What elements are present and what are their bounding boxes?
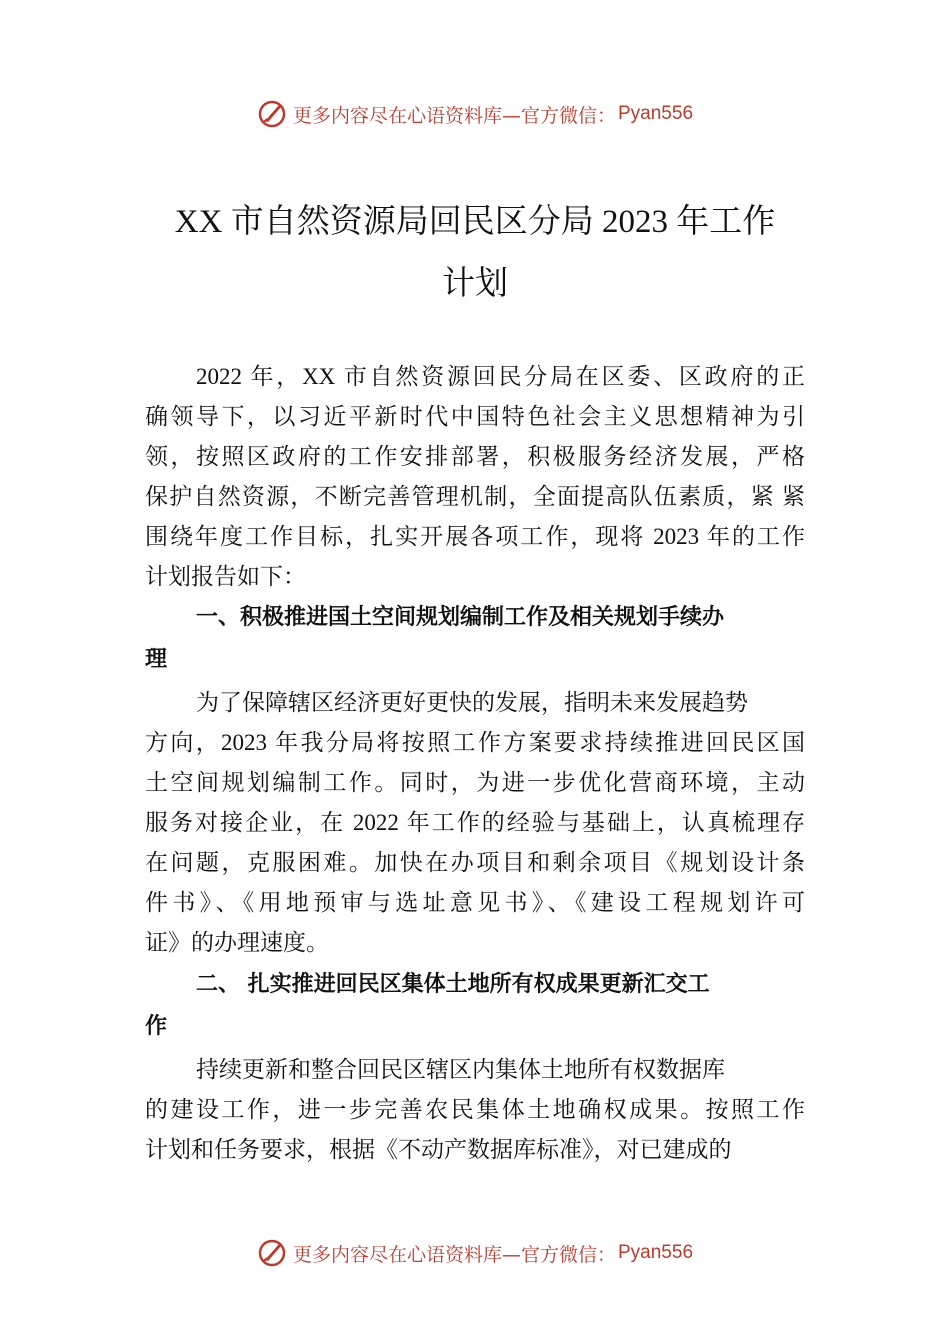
section-1-line: 土空间规划编制工作。同时，为进一步优化营商环境，主动 xyxy=(145,770,805,795)
document-title-line-2: 计划 xyxy=(442,266,508,302)
section-1-line: 证》的办理速度。 xyxy=(145,930,329,955)
section-2-line: 持续更新和整合回民区辖区内集体土地所有权数据库 xyxy=(196,1057,725,1082)
section-1-line: 服务对接企业，在 2022 年工作的经验与基础上，认真梳理存 xyxy=(145,810,805,835)
intro-line: 确领导下，以习近平新时代中国特色社会主义思想精神为引 xyxy=(145,404,805,429)
header-watermark xyxy=(0,94,950,134)
watermark-text: 更多内容尽在心语资料库—官方微信： xyxy=(292,104,616,127)
section-1-heading-cont: 理 xyxy=(145,647,168,672)
intro-line: 围绕年度工作目标，扎实开展各项工作，现将 2023 年的工作 xyxy=(145,524,805,549)
watermark-handle: Pyan556 xyxy=(618,1242,694,1263)
intro-line: 领，按照区政府的工作安排部署，积极服务经济发展，严格 xyxy=(145,444,805,469)
section-1-line: 在问题，克服困难。加快在办项目和剩余项目《规划设计条 xyxy=(145,850,805,875)
intro-line: 保护自然资源，不断完善管理机制，全面提高队伍素质，紧 紧 xyxy=(145,484,805,509)
section-1-heading: 一、积极推进国土空间规划编制工作及相关规划手续办 xyxy=(196,605,725,630)
section-2-line: 的建设工作，进一步完善农民集体土地确权成果。按照工作 xyxy=(145,1097,805,1122)
intro-line: 计划报告如下： xyxy=(145,564,306,589)
watermark-handle: Pyan556 xyxy=(618,103,694,124)
quill-logo-icon xyxy=(257,99,287,129)
section-2-heading: 二、 扎实推进回民区集体土地所有权成果更新汇交工 xyxy=(196,972,710,997)
watermark-text: 更多内容尽在心语资料库—官方微信： xyxy=(292,1243,616,1266)
intro-line: 2022 年，XX 市自然资源回民分局在区委、区政府的正 xyxy=(196,364,805,389)
section-1-line: 件书》、《用地预审与选址意见书》、《建设工程规划许可 xyxy=(145,890,805,915)
footer-watermark xyxy=(0,1233,950,1273)
document-title-line-1: XX 市自然资源局回民区分局 2023 年工作 xyxy=(174,204,776,240)
section-1-line: 为了保障辖区经济更好更快的发展，指明未来发展趋势 xyxy=(196,690,748,715)
quill-logo-icon xyxy=(257,1238,287,1268)
section-2-line: 计划和任务要求，根据《不动产数据库标准》，对已建成的 xyxy=(145,1137,732,1162)
section-1-line: 方向，2023 年我分局将按照工作方案要求持续推进回民区国 xyxy=(145,730,805,755)
section-2-heading-cont: 作 xyxy=(145,1014,168,1039)
